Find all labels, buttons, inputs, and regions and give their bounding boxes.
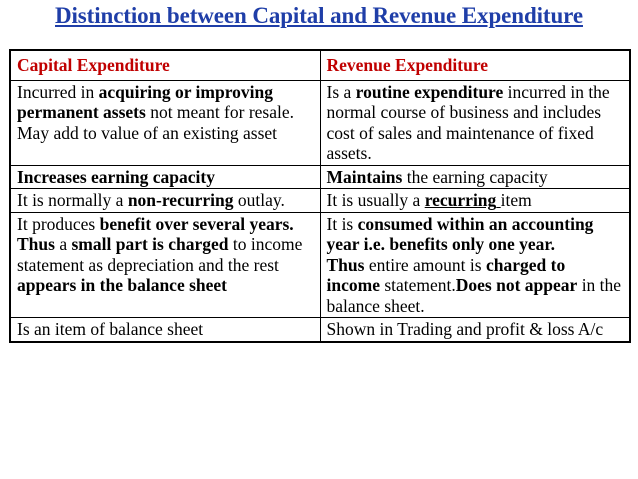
cell-bold-text: charged to income — [326, 254, 566, 295]
cell-text: Shown in Trading and profit & loss A/c — [326, 319, 604, 339]
revenue-cell — [320, 318, 630, 342]
table-header-row — [10, 50, 630, 80]
slide-title: Distinction between Capital and Revenue Expenditure — [55, 3, 583, 28]
cell-bold-text: Increases earning capacity — [17, 166, 215, 187]
revenue-cell — [320, 189, 630, 213]
cell-text: Incurred in — [17, 81, 99, 102]
cell-bold-text: consumed within an accounting year i.e. benefits only one year. — [326, 213, 594, 254]
cell-text: in the balance sheet. — [326, 275, 622, 316]
capital-cell — [10, 165, 320, 189]
table-row — [10, 318, 630, 342]
table-row — [10, 189, 630, 213]
cell-text: statement. — [379, 275, 456, 295]
capital-expenditure-header: Capital Expenditure — [10, 50, 320, 80]
cell-bold-text: Thus — [326, 254, 365, 275]
cell-bold-text: routine expenditure — [355, 81, 504, 102]
cell-text: It is normally a — [17, 190, 128, 210]
cell-bold-text: acquiring or improving permanent assets — [17, 81, 274, 122]
table-row — [10, 80, 630, 165]
comparison-table — [9, 49, 631, 343]
capital-cell — [10, 318, 320, 342]
table-row — [10, 165, 630, 189]
cell-bold-text: appears in the balance sheet — [17, 275, 227, 295]
cell-bold-text: Thus — [17, 234, 55, 254]
cell-text: It produces — [17, 213, 100, 234]
revenue-expenditure-header: Revenue Expenditure — [320, 50, 630, 80]
cell-bold-text: recurring — [424, 190, 497, 210]
revenue-cell — [320, 212, 630, 318]
revenue-cell — [320, 80, 630, 165]
capital-cell — [10, 80, 320, 165]
revenue-cell — [320, 165, 630, 189]
cell-text: a — [54, 234, 72, 254]
cell-text: to income statement as depreciation and the rest — [17, 234, 303, 275]
cell-text: item — [500, 190, 532, 210]
cell-text: It is usually a — [326, 190, 425, 210]
cell-bold-text: Maintains — [326, 166, 403, 187]
cell-text: Is a — [326, 81, 356, 102]
cell-bold-text: non-recurring — [127, 190, 234, 210]
capital-cell — [10, 189, 320, 213]
table-row — [10, 212, 630, 318]
cell-bold-text: small part is charged — [71, 234, 229, 254]
cell-text: the earning capacity — [402, 166, 548, 187]
cell-text: entire amount is — [364, 254, 486, 275]
cell-text: Is an item of balance sheet — [17, 319, 204, 339]
cell-text: incurred in the normal course of business and includes cost of sales and maintenance of fixed assets. — [326, 81, 610, 163]
cell-text: outlay. — [233, 190, 285, 210]
cell-bold-text: benefit over several years. — [99, 213, 294, 234]
cell-bold-text: Does not appear — [455, 275, 578, 295]
cell-text: It is — [326, 213, 358, 234]
capital-cell — [10, 212, 320, 318]
cell-text: not meant for resale. May add to value of an existing asset — [17, 102, 295, 143]
